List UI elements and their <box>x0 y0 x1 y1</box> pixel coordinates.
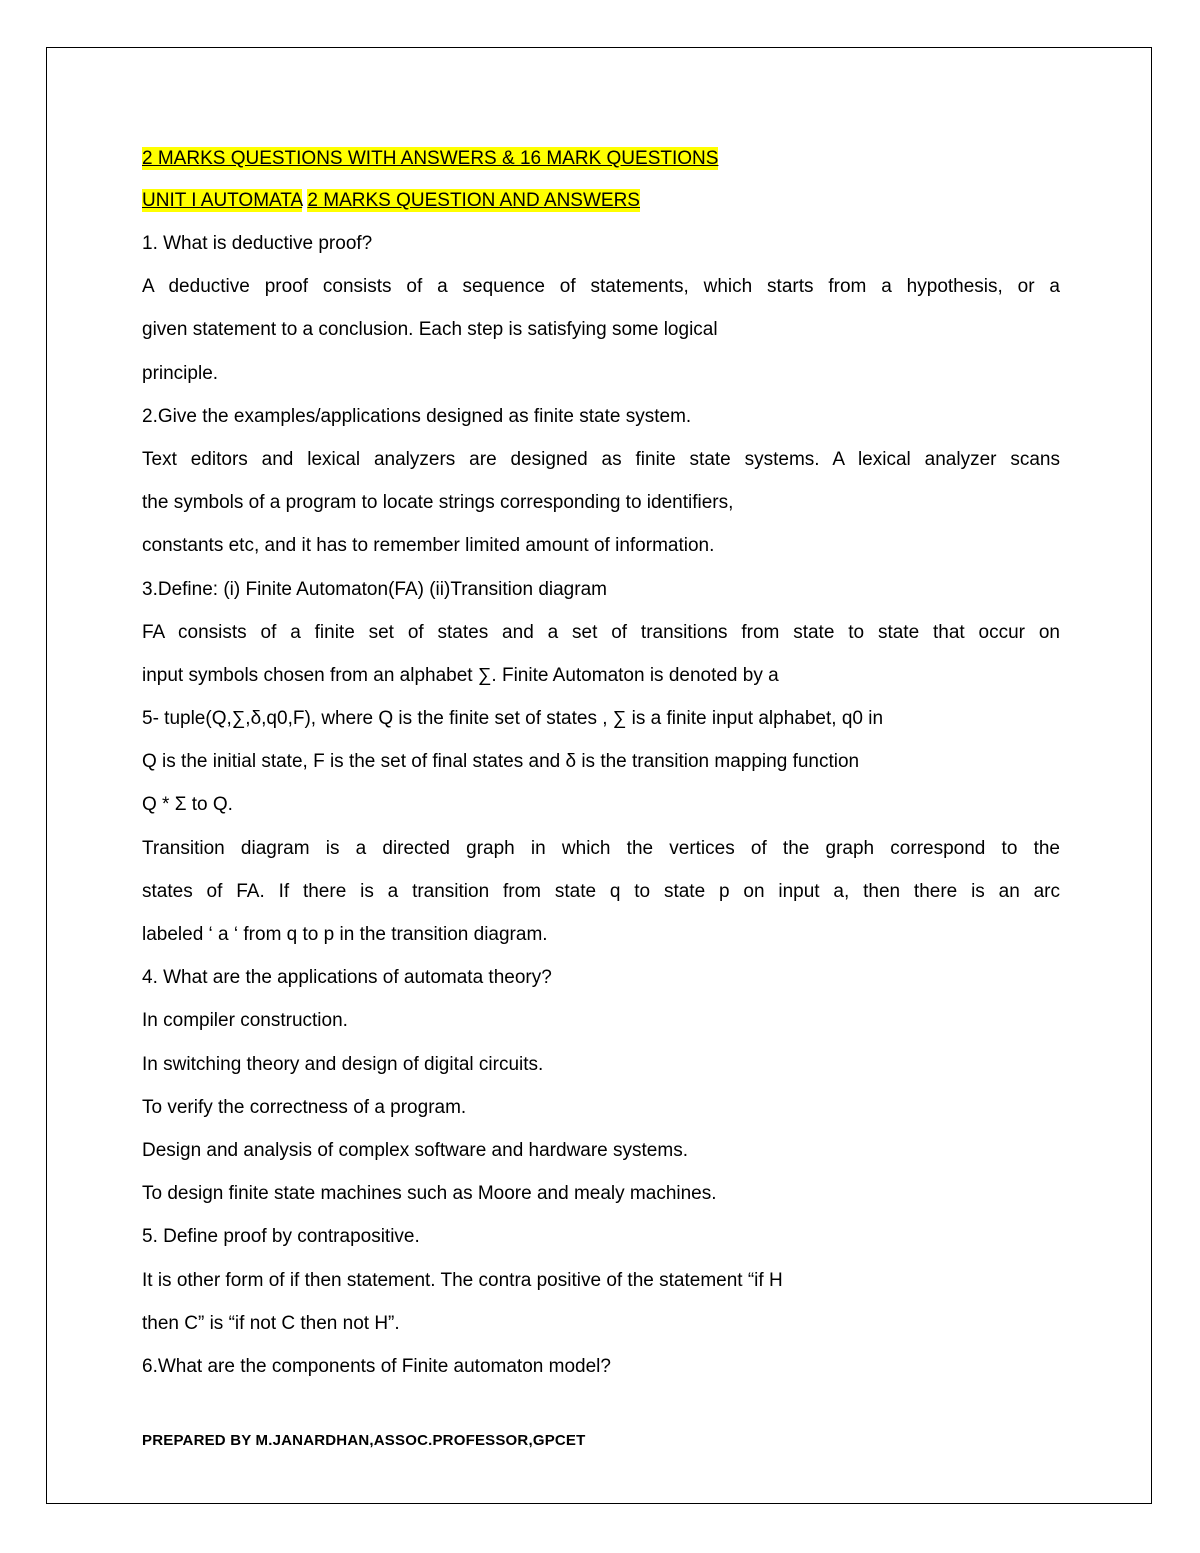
answer-3-line-4: Q is the initial state, F is the set of final states and δ is the transition mapping function <box>142 751 860 773</box>
answer-2-line-3: constants etc, and it has to remember limited amount of information. <box>142 535 715 557</box>
unit-title: UNIT I AUTOMATA <box>142 190 303 211</box>
question-2: 2.Give the examples/applications designed as finite state system. <box>142 405 692 427</box>
answer-4-line-1: In compiler construction. <box>142 1010 348 1032</box>
answer-3-line-2: input symbols chosen from an alphabet ∑. Finite Automaton is denoted by a <box>142 664 779 686</box>
title-line-1 <box>142 138 1060 180</box>
section-title: 2 MARKS QUESTION AND ANSWERS <box>307 190 640 211</box>
answer-5-line-2: then C” is “if not C then not H”. <box>142 1312 400 1334</box>
answer-4-line-3: To verify the correctness of a program. <box>142 1096 467 1118</box>
answer-3-line-1: FA consists of a finite set of states and a set of transitions from state to state that occur on <box>142 621 1060 643</box>
answer-1-line-3: principle. <box>142 362 219 384</box>
answer-1-line-2: given statement to a conclusion. Each step is satisfying some logical <box>142 319 718 341</box>
footer-prepared-by: PREPARED BY M.JANARDHAN,ASSOC.PROFESSOR,GPCET <box>142 1432 586 1449</box>
answer-1-line-1: A deductive proof consists of a sequence of statements, which starts from a hypothesis, or a <box>142 276 1060 298</box>
answer-3-line-3: 5- tuple(Q,∑,δ,q0,F), where Q is the finite set of states , ∑ is a finite input alphabet, q0 in <box>142 708 884 730</box>
answer-2-line-2: the symbols of a program to locate strings corresponding to identifiers, <box>142 492 734 514</box>
answer-2-line-1: Text editors and lexical analyzers are designed as finite state systems. A lexical analyzer scans <box>142 448 1060 470</box>
answer-3-line-8: labeled ‘ a ‘ from q to p in the transition diagram. <box>142 924 548 945</box>
answer-4-line-5: To design finite state machines such as Moore and mealy machines. <box>142 1183 717 1205</box>
question-4: 4. What are the applications of automata theory? <box>142 967 552 989</box>
document-body <box>142 138 1060 1388</box>
question-3: 3.Define: (i) Finite Automaton(FA) (ii)Transition diagram <box>142 578 607 600</box>
answer-3-line-6: Transition diagram is a directed graph in which the vertices of the graph correspond to the <box>142 837 1060 859</box>
question-6: 6.What are the components of Finite automaton model? <box>142 1355 611 1377</box>
answer-4-line-4: Design and analysis of complex software and hardware systems. <box>142 1139 688 1161</box>
title-line-2 <box>142 180 1060 222</box>
question-5: 5. Define proof by contrapositive. <box>142 1226 420 1248</box>
question-1: 1. What is deductive proof? <box>142 233 373 254</box>
highlighted-title: 2 MARKS QUESTIONS WITH ANSWERS & 16 MARK QUESTIONS <box>142 148 719 169</box>
answer-5-line-1: It is other form of if then statement. The contra positive of the statement “if H <box>142 1269 783 1291</box>
answer-3-line-5: Q * Σ to Q. <box>142 794 233 816</box>
answer-4-line-2: In switching theory and design of digital circuits. <box>142 1053 544 1075</box>
answer-3-line-7: states of FA. If there is a transition from state q to state p on input a, then there is an arc <box>142 880 1060 902</box>
